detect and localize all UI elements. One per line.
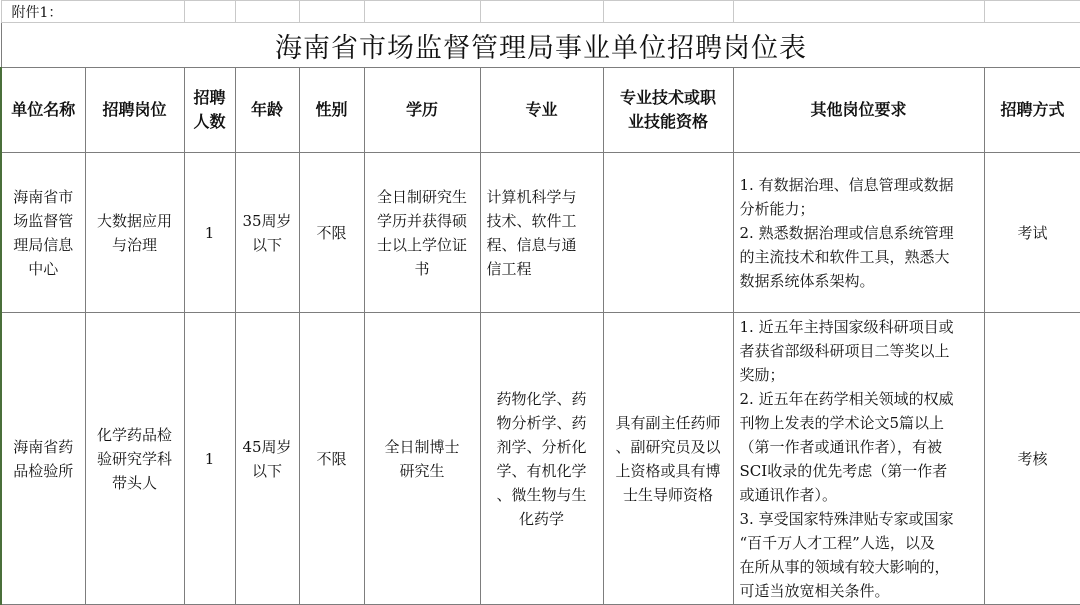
cell-position: 化学药品检 验研究学科 带头人	[85, 313, 184, 605]
cell-major: 计算机科学与 技术、软件工 程、信息与通 信工程	[480, 153, 603, 313]
header-unit: 单位名称	[1, 68, 85, 153]
cell-education: 全日制研究生 学历并获得硕 士以上学位证 书	[364, 153, 480, 313]
cell-age: 35周岁 以下	[235, 153, 299, 313]
header-other: 其他岗位要求	[733, 68, 984, 153]
header-major: 专业	[480, 68, 603, 153]
cell-method: 考试	[984, 153, 1080, 313]
header-education: 学历	[364, 68, 480, 153]
cell-other: 1. 有数据治理、信息管理或数据 分析能力； 2. 熟悉数据治理或信息系统管理 的主流技术和软件工具，熟悉大 数据系统体系架构。	[733, 153, 984, 313]
cell-age: 45周岁 以下	[235, 313, 299, 605]
cell-education: 全日制博士 研究生	[364, 313, 480, 605]
table-row	[1, 153, 1080, 313]
attachment-row	[1, 1, 1080, 23]
attachment-label: 附件1：	[1, 1, 184, 23]
cell-method: 考核	[984, 313, 1080, 605]
header-age: 年龄	[235, 68, 299, 153]
header-qualification: 专业技术或职 业技能资格	[603, 68, 733, 153]
cell-unit: 海南省市 场监督管 理局信息 中心	[1, 153, 85, 313]
header-method: 招聘方式	[984, 68, 1080, 153]
cell-position: 大数据应用 与治理	[85, 153, 184, 313]
table-row	[1, 313, 1080, 605]
cell-other: 1. 近五年主持国家级科研项目或 者获省部级科研项目二等奖以上 奖励； 2. 近五年在药学相关领域的权威 刊物上发表的学术论文5篇以上 （第一作者或通讯作者），有被 SCI收录的优先考虑（第一作者 或通讯作者）。 3. 享受国家特殊津贴专家或国家 “百千万人才工程”人选，以及 在所从事的领域有较大影响的， 可适当放宽相关条件。	[733, 313, 984, 605]
cell-count: 1	[184, 313, 235, 605]
cell-qualification	[603, 153, 733, 313]
header-position: 招聘岗位	[85, 68, 184, 153]
page-title: 海南省市场监督管理局事业单位招聘岗位表	[1, 23, 1080, 68]
cell-qualification: 具有副主任药师 、副研究员及以 上资格或具有博 士生导师资格	[603, 313, 733, 605]
cell-gender: 不限	[299, 313, 364, 605]
header-gender: 性别	[299, 68, 364, 153]
cell-major: 药物化学、药 物分析学、药 剂学、分析化 学、有机化学 、微生物与生 化药学	[480, 313, 603, 605]
cell-gender: 不限	[299, 153, 364, 313]
header-row	[1, 68, 1080, 153]
cell-unit: 海南省药 品检验所	[1, 313, 85, 605]
title-row	[1, 23, 1080, 68]
cell-count: 1	[184, 153, 235, 313]
header-count: 招聘 人数	[184, 68, 235, 153]
